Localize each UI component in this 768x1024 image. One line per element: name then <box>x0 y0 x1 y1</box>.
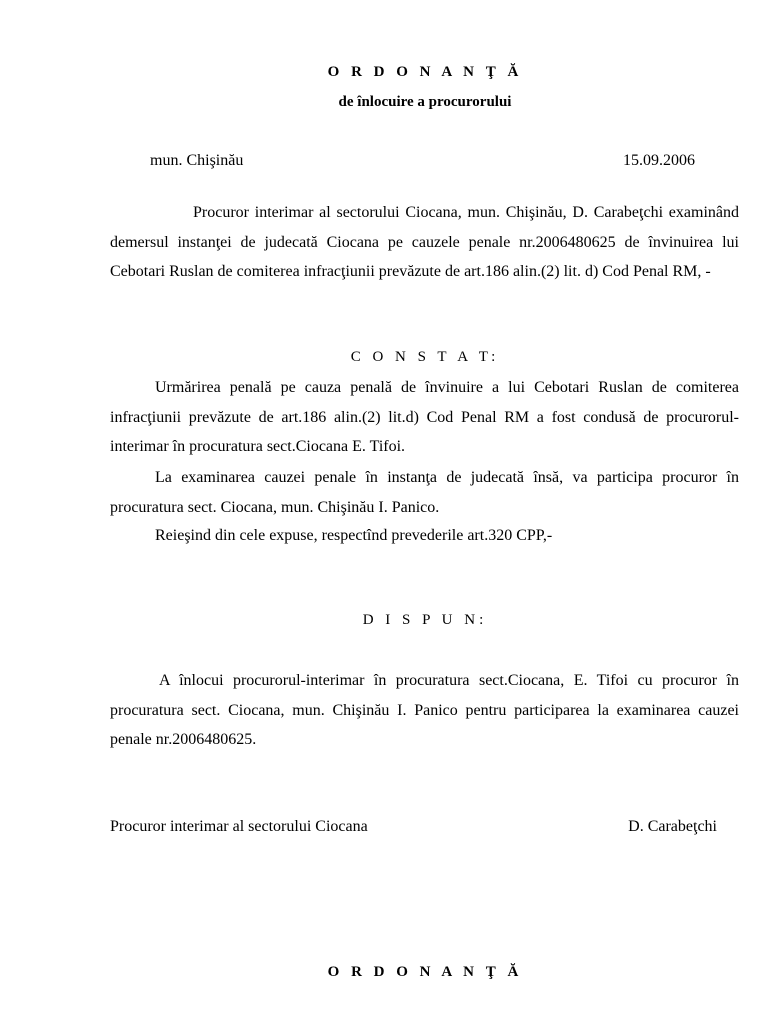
next-document-title: O R D O N A N Ţ Ă <box>327 964 523 980</box>
document-subtitle: de înlocuire a procurorului <box>338 94 512 110</box>
dispun-heading: D I S P U N: <box>362 612 488 628</box>
constat-paragraph-1: Urmărirea penală pe cauza penală de învinuire a lui Cebotari Ruslan de comiterea infracţiunii prevăzute de art.186 alin.(2) lit.d) Cod Penal RM a fost condusă de procurorul-interimar în procuratura sect.Ciocana E. Tifoi. <box>110 379 739 455</box>
intro-paragraph: Procuror interimar al sectorului Ciocana, mun. Chişinău, D. Carabeţchi examinând demersul instanţei de judecată Ciocana pe cauzele penale nr.2006480625 de învinuirea lui Cebotari Ruslan de comiterea infracţiunii prevăzute de art.186 alin.(2) lit. d) Cod Penal RM, - <box>110 204 739 280</box>
date-text: 15.09.2006 <box>623 152 695 169</box>
dispun-paragraph: A înlocui procurorul-interimar în procuratura sect.Ciocana, E. Tifoi cu procuror în procuratura sect. Ciocana, mun. Chişinău I. Panico pentru participarea la examinarea cauzei penale nr.2006480625. <box>110 672 739 748</box>
constat-paragraph-3: Reieşind din cele expuse, respectînd prevederile art.320 CPP,- <box>155 527 553 544</box>
place-date-row <box>150 152 695 170</box>
document-title: O R D O N A N Ţ Ă <box>327 64 523 80</box>
constat-heading: C O N S T A T: <box>350 349 500 365</box>
signature-title: Procuror interimar al sectorului Ciocana <box>110 818 368 835</box>
constat-paragraph-2: La examinarea cauzei penale în instanţa de judecată însă, va participa procuror în procuratura sect. Ciocana, mun. Chişinău I. Panico. <box>110 469 739 516</box>
place-text: mun. Chişinău <box>150 152 244 169</box>
signature-row <box>110 818 717 836</box>
signature-name: D. Carabeţchi <box>628 818 717 835</box>
